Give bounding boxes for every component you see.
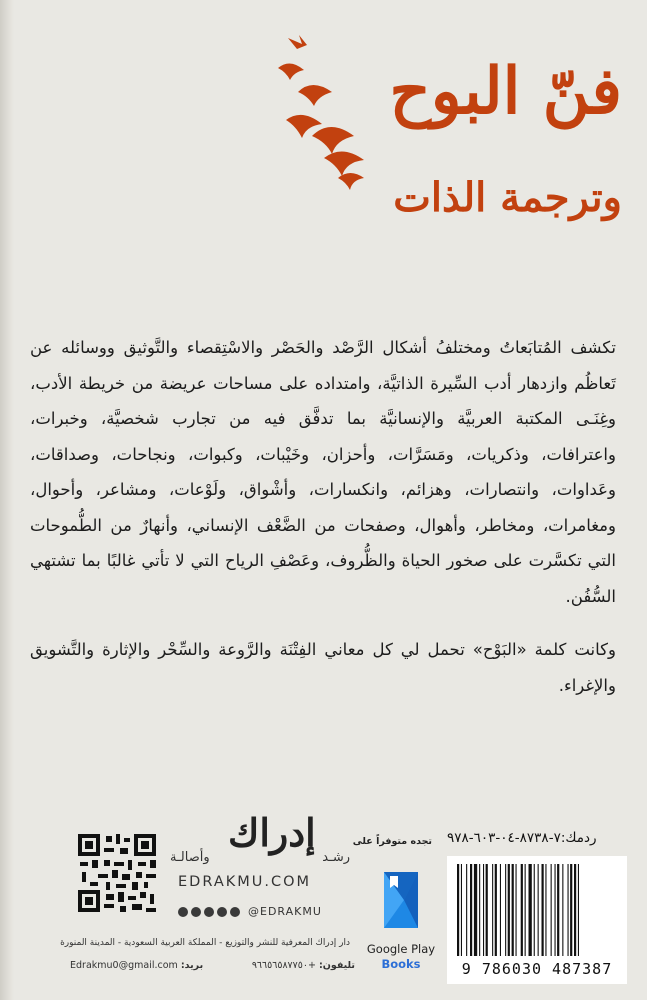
snapchat-icon[interactable] — [230, 907, 240, 917]
book-spine-edge — [0, 0, 14, 1000]
google-play-books-icon[interactable] — [378, 866, 426, 934]
email-group — [70, 960, 203, 971]
qr-code-icon — [76, 832, 158, 914]
social-handle: @EDRAKMU — [248, 905, 322, 918]
instagram-icon[interactable] — [204, 907, 214, 917]
isbn-barcode-icon — [447, 856, 627, 984]
publisher-imprint: دار إدراك المعرفية للنشر والتوزيع - المملكة العربية السعودية - المدينة المنورة — [60, 938, 350, 948]
blurb-paragraph-2: وكانت كلمة «البَوْح» تحمل لي كل معاني الفِتْنَة والرَّوعة والسِّحْر والإثارة والتَّشويق والإغراء. — [30, 640, 616, 695]
blurb-paragraph-1: تكشف المُتابَعاتُ ومختلفُ أشكال الرَّصْد والحَصْر والاسْتِقصاء والتَّوثيق ووسائله عن تَعاظُم وازدهار أدب السِّيرة الذاتيَّة، وامتداده على مساحات عريضة من خريطة الأدب، وغِنَـى المكتبة العربيَّة والإنسانيَّة بما تدفَّق فيه من تجارب شخصيَّة، وخبرات، واعترافات، وذكريات، ومَسَرَّات، وأحزان، وخَيْبات، وكبوات، ونجاحات، وصداقات، وعَداوات، وانتصارات، وهزائم، وانكسارات، وأشْواق، ولَوْعات، ومشاعر، وأحوال، ومغامرات، ومخاطر، وأهوال، وصفحات من الضَّعْف الإنساني، وأنهارٌ من الطُّموحات التي تكسَّرت على صخور الحياة والظُّروف، وعَصْفِ الرياح التي لا تأتي غالبًا بما تشتهي السُّفُن. — [30, 338, 616, 606]
store-books: Books — [381, 957, 421, 971]
publisher-slogan — [170, 850, 350, 865]
store-available-label: تجده متوفراً على — [352, 836, 432, 847]
phone-group — [252, 960, 355, 971]
slogan-word-1: رشـد — [322, 850, 350, 865]
social-links — [178, 905, 322, 918]
barcode-bars — [447, 856, 627, 960]
twitter-icon[interactable] — [191, 907, 201, 917]
back-cover-blurb — [30, 330, 616, 703]
book-subtitle: وترجمة الذات — [393, 174, 622, 221]
youtube-icon[interactable] — [217, 907, 227, 917]
bird-flock-icon — [268, 28, 388, 198]
publisher-logo-calligraphy: إدراك — [228, 810, 316, 855]
isbn-label: ردمك:٧-٨٧٣٨-٠٤-٦٠٣-٩٧٨ — [447, 830, 597, 846]
phone-number: ٩٦٦٥٦٥٨٧٧٥٠+ — [251, 960, 316, 971]
slogan-word-2: وأصالـة — [170, 850, 210, 865]
book-title: فنّ البوح — [389, 54, 622, 129]
facebook-icon[interactable] — [178, 907, 188, 917]
barcode-digits: 9 786030 487387 — [461, 960, 613, 978]
phone-label: تليفون: — [318, 960, 355, 971]
email-address[interactable]: Edrakmu0@gmail.com — [70, 960, 178, 971]
publisher-contact — [70, 960, 355, 971]
store-name: Google Play — [366, 942, 436, 956]
publisher-website[interactable]: EDRAKMU.COM — [178, 874, 312, 890]
email-label: بريد: — [180, 960, 204, 971]
